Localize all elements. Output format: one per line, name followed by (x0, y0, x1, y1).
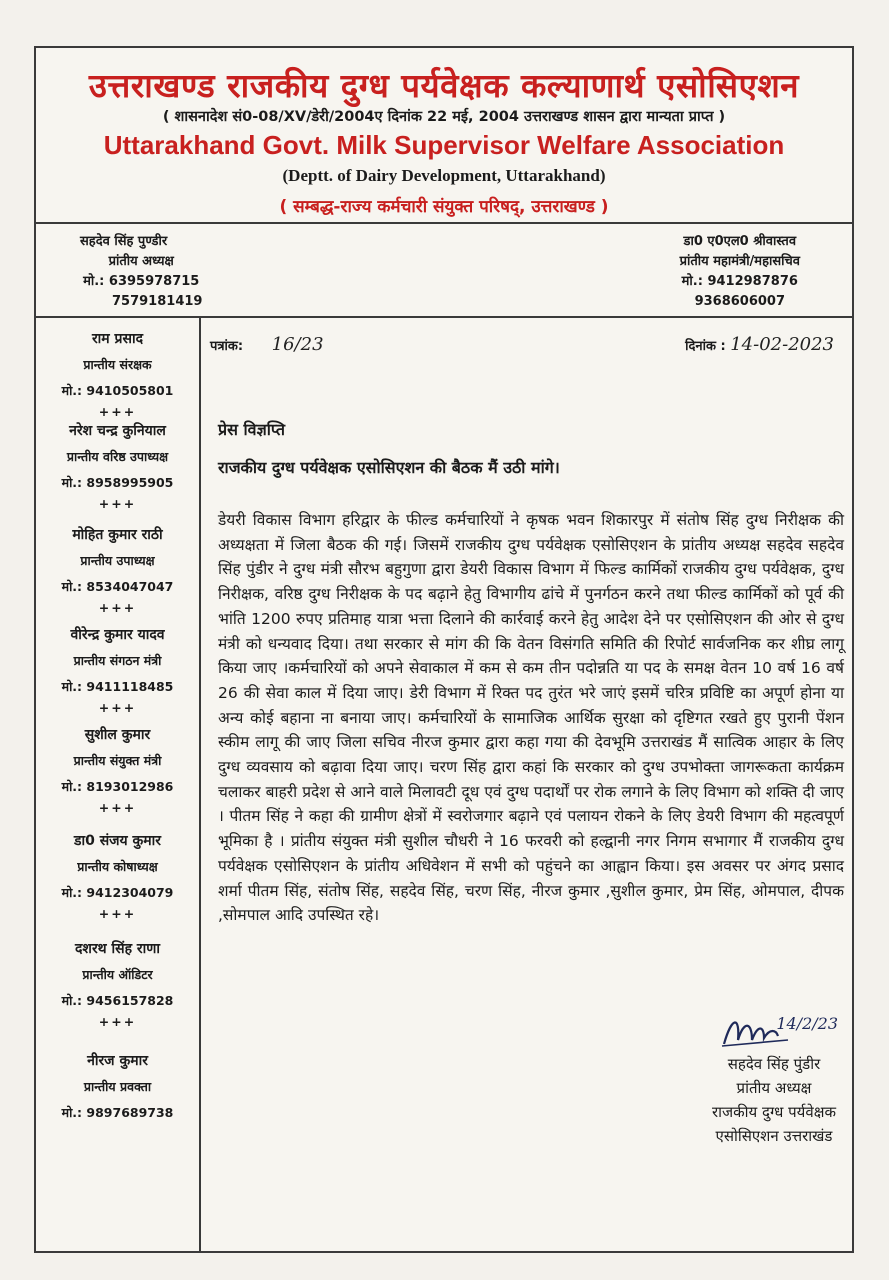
secretary-phone: मो.: 9412987876 (681, 274, 798, 289)
member-phone: मो.: 9412304079 (61, 885, 174, 900)
member-role: प्रान्तीय कोषाध्यक्ष (77, 859, 158, 874)
reference-value: 16/23 (271, 334, 324, 355)
sidebar-divider (199, 318, 201, 1251)
member-phone: मो.: 9411118485 (61, 679, 174, 694)
association-title-hindi: उत्तराखण्ड राजकीय दुग्ध पर्यवेक्षक कल्याणार्थ एसोसिएशन (88, 66, 800, 105)
press-release-subject: राजकीय दुग्ध पर्यवेक्षक एसोसिएशन की बैठक मैं उठी मांगे। (218, 458, 560, 477)
letterhead-frame (34, 46, 854, 1253)
sidebar-member (36, 524, 199, 624)
signatory-role: प्रांतीय अध्यक्ष (736, 1079, 812, 1097)
sidebar-member (36, 420, 199, 524)
member-phone: मो.: 9456157828 (61, 993, 174, 1008)
header-divider (36, 222, 852, 224)
signatory-organisation-state: एसोसिएशन उत्तराखंड (715, 1127, 833, 1145)
member-name: नीरज कुमार (87, 1053, 148, 1069)
member-name: नरेश चन्द्र कुनियाल (69, 423, 166, 439)
secretary-phone-alt: 9368606007 (694, 294, 786, 309)
member-name: डा0 संजय कुमार (73, 833, 162, 849)
office-bearer-right (680, 232, 800, 312)
members-sidebar (36, 328, 199, 1150)
member-role: प्रान्तीय उपाध्यक्ष (80, 553, 155, 568)
member-role: प्रान्तीय संरक्षक (83, 357, 152, 372)
signature-date: 14/2/23 (776, 1014, 838, 1033)
member-role: प्रान्तीय संयुक्त मंत्री (73, 753, 162, 768)
member-name: सुशील कुमार (84, 727, 151, 743)
member-phone: मो.: 9410505801 (61, 383, 174, 398)
press-release-body: डेयरी विकास विभाग हरिद्वार के फील्ड कर्मचारियों ने कृषक भवन शिकारपुर में संतोष सिंह दुग्ध निरीक्षक की अध्यक्षता में जिला बैठक की गई। जिसमें राजकीय दुग्ध पर्यवेक्षक एसोसिएशन के प्रांतीय अध्यक्ष सहदेव सहदेव सिंह पुंडीर ने दुग्ध मंत्री सौरभ बहुगुणा द्वारा डेयरी विकास विभाग में फिल्ड कार्मिकों राजकीय दुग्ध पर्यवेक्षक, दुग्ध निरीक्षक, वरिष्ठ दुग्ध निरीक्षक के पद बढ़ाने हेतु विभागीय ढांचे में पुनर्गठन करने तथा फील्ड कार्मिकों को पूर्व की भांति 1200 रुपए प्रतिमाह यात्रा भत्ता दिलाने की कार्रवाई करने हेतु आदेश देने पर एसोसिएशन की ओर से दुग्ध मंत्री को धन्यवाद दिया। तथा सरकार से मांग की कि वेतन विसंगति समिति की रिपोर्ट सार्वजनिक कर शीघ्र लागू किया जाए ।कर्मचारियों को अपने सेवाकाल में कम से कम तीन पदोन्नति या पद के समक्ष वेतन 10 वर्ष 16 वर्ष 26 की सेवा काल में दिया जाए। डेरी विभाग में रिक्त पद तुरंत भरे जाएं इसमें चरित्र प्रविष्टि का अपूर्ण होना या अन्य कोई बहाना ना बनाया जाए। कर्मचारियों के सामाजिक आर्थिक सुरक्षा को दृष्टिगत रखते हुए पुरानी पेंशन स्कीम लागू की जाए जिला सचिव नीरज कुमार द्वारा कहा गया की देवभूमि उत्तराखंड मैं सात्विक आहार के लिए दुग्ध व्यवसाय को बढ़ावा दिया जाए। चरण सिंह द्वारा कहां कि सरकार को दुग्ध उपभोक्ता जागरूकता कार्यक्रम चलाकर बाहरी प्रदेश से आने वाले मिलावटी दूध एवं दुग्ध पदार्थों पर रोक लगाने के लिए विभाग को शक्ति दी जाए । पीतम सिंह ने कहा की ग्रामीण क्षेत्रों में स्वरोजगार बढ़ाने एवं पलायन रोकने के लिए डेयरी विभाग की महत्वपूर्ण भूमिका है । प्रांतीय संयुक्त मंत्री सुशील चौधरी ने 16 फरवरी को हल्द्वानी नगर निगम सभागार मैं राजकीय दुग्ध पर्यवेक्षक एसोसिएशन के प्रांतीय अधिवेशन में सभी को पहुंचने का आह्वान किया। इस अवसर पर अंगद प्रसाद शर्मा पीतम सिंह, संतोष सिंह, सहदेव सिंह, चरण सिंह, नीरज कुमार ,सुशील कुमार, प्रेम सिंह, ओमपाल, दीपक ,सोमपाल आदि उपस्थित रहे। (218, 511, 844, 925)
department-line: (Deptt. of Dairy Development, Uttarakhand) (282, 166, 606, 185)
reference-number (210, 334, 324, 355)
member-phone: मो.: 8193012986 (61, 779, 174, 794)
secretary-role: प्रांतीय महामंत्री/महासचिव (679, 254, 800, 269)
sidebar-member (36, 724, 199, 830)
president-role: प्रांतीय अध्यक्ष (108, 254, 174, 269)
office-bearer-left (80, 232, 202, 312)
sidebar-member (36, 624, 199, 724)
member-separator: +++ (98, 800, 137, 815)
member-separator: +++ (98, 496, 137, 511)
sidebar-member (36, 938, 199, 1050)
member-phone: मो.: 8958995905 (61, 475, 174, 490)
member-separator: +++ (98, 404, 137, 419)
government-order-line: ( शासनादेश सं0-08/XV/डेरी/2004ए दिनांक 22 मई, 2004 उत्तराखण्ड शासन द्वारा मान्यता प्राप्त ) (162, 109, 726, 125)
president-phone: मो.: 6395978715 (83, 274, 200, 289)
member-role: प्रान्तीय ऑडिटर (82, 967, 153, 982)
member-separator: +++ (98, 906, 137, 921)
sidebar-member (36, 830, 199, 934)
sidebar-member (36, 1050, 199, 1150)
member-name: दशरथ सिंह राणा (75, 941, 160, 957)
letter-body-area (202, 318, 852, 1251)
association-title-english: Uttarakhand Govt. Milk Supervisor Welfare Association (103, 130, 785, 160)
member-separator: +++ (98, 1014, 137, 1029)
member-separator: +++ (98, 700, 137, 715)
member-role: प्रान्तीय संगठन मंत्री (73, 653, 162, 668)
signature-mark (718, 1010, 838, 1056)
press-release-title: प्रेस विज्ञप्ति (218, 420, 285, 439)
member-role: प्रान्तीय प्रवक्ता (83, 1079, 152, 1094)
date-value: 14-02-2023 (730, 334, 834, 355)
date-label: दिनांक : (685, 339, 726, 354)
signature-block (712, 1052, 836, 1148)
president-name: सहदेव सिंह पुण्डीर (80, 234, 168, 249)
letter-date (685, 334, 834, 355)
president-phone-alt: 7579181419 (112, 294, 203, 309)
member-separator: +++ (98, 600, 137, 615)
member-name: वीरेन्द्र कुमार यादव (70, 627, 165, 643)
member-name: मोहित कुमार राठी (72, 527, 163, 543)
member-phone: मो.: 8534047047 (61, 579, 174, 594)
reference-label: पत्रांक: (210, 339, 244, 354)
member-role: प्रान्तीय वरिष्ठ उपाध्यक्ष (66, 449, 169, 464)
member-phone: मो.: 9897689738 (61, 1105, 174, 1120)
affiliation-line: ( सम्बद्ध-राज्य कर्मचारी संयुक्त परिषद्, उत्तराखण्ड ) (279, 197, 609, 217)
member-name: राम प्रसाद (91, 331, 144, 347)
sidebar-member (36, 328, 199, 419)
secretary-name: डा0 ए0एल0 श्रीवास्तव (683, 234, 797, 249)
signatory-organisation: राजकीय दुग्ध पर्यवेक्षक (711, 1103, 836, 1121)
signatory-name: सहदेव सिंह पुंडीर (727, 1055, 821, 1073)
